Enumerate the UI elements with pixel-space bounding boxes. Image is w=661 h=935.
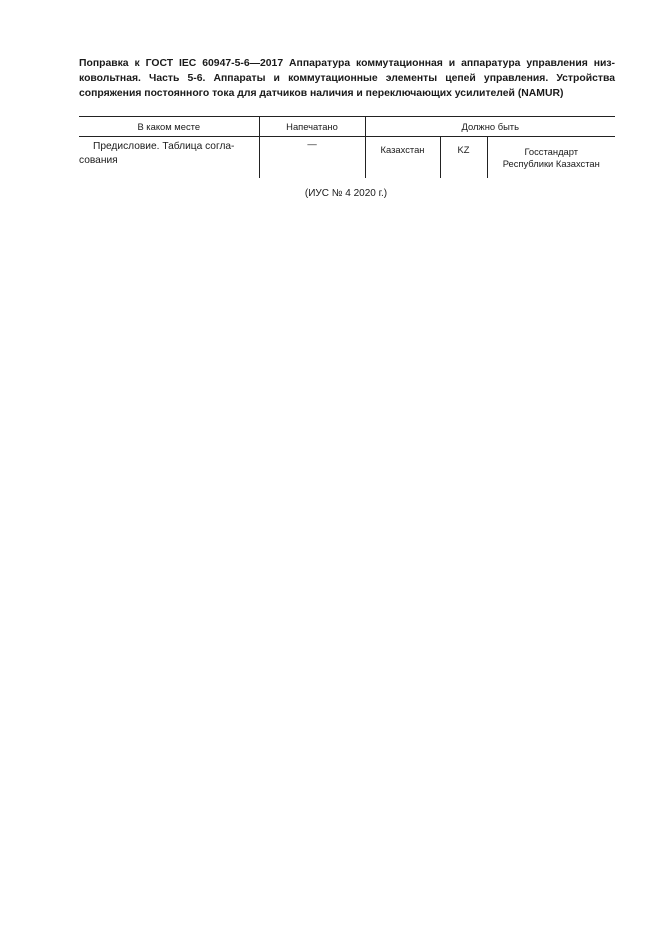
cell-org <box>487 137 615 179</box>
header-printed: Напечатано <box>259 117 365 137</box>
table-row <box>79 137 615 179</box>
cell-code: KZ <box>440 137 487 179</box>
heading-line-1: Поправка к ГОСТ IEC 60947-5-6—2017 Аппаратура коммутационная и аппаратура управления низ- <box>79 58 615 69</box>
cell-printed: — <box>259 137 365 179</box>
header-should-be: Должно быть <box>365 117 615 137</box>
heading-line-3: сопряжения постоянного тока для датчиков наличия и переключающих усилителей (NAMUR) <box>79 88 564 99</box>
org-line-1: Госстандарт <box>524 146 579 157</box>
place-line-1: Предисловие. Таблица согла- <box>93 141 235 152</box>
table-header-row <box>79 117 615 137</box>
cell-country: Казахстан <box>365 137 440 179</box>
issue-note: (ИУС № 4 2020 г.) <box>304 188 388 199</box>
cell-place <box>79 137 259 179</box>
place-line-2: сования <box>79 155 118 166</box>
amendment-heading <box>79 56 615 101</box>
org-line-2: Республики Казахстан <box>502 158 600 169</box>
header-place: В каком месте <box>79 117 259 137</box>
correction-table <box>79 116 615 178</box>
heading-line-2: ковольтная. Часть 5-6. Аппараты и коммутационные элементы цепей управления. Устройства <box>79 73 615 84</box>
